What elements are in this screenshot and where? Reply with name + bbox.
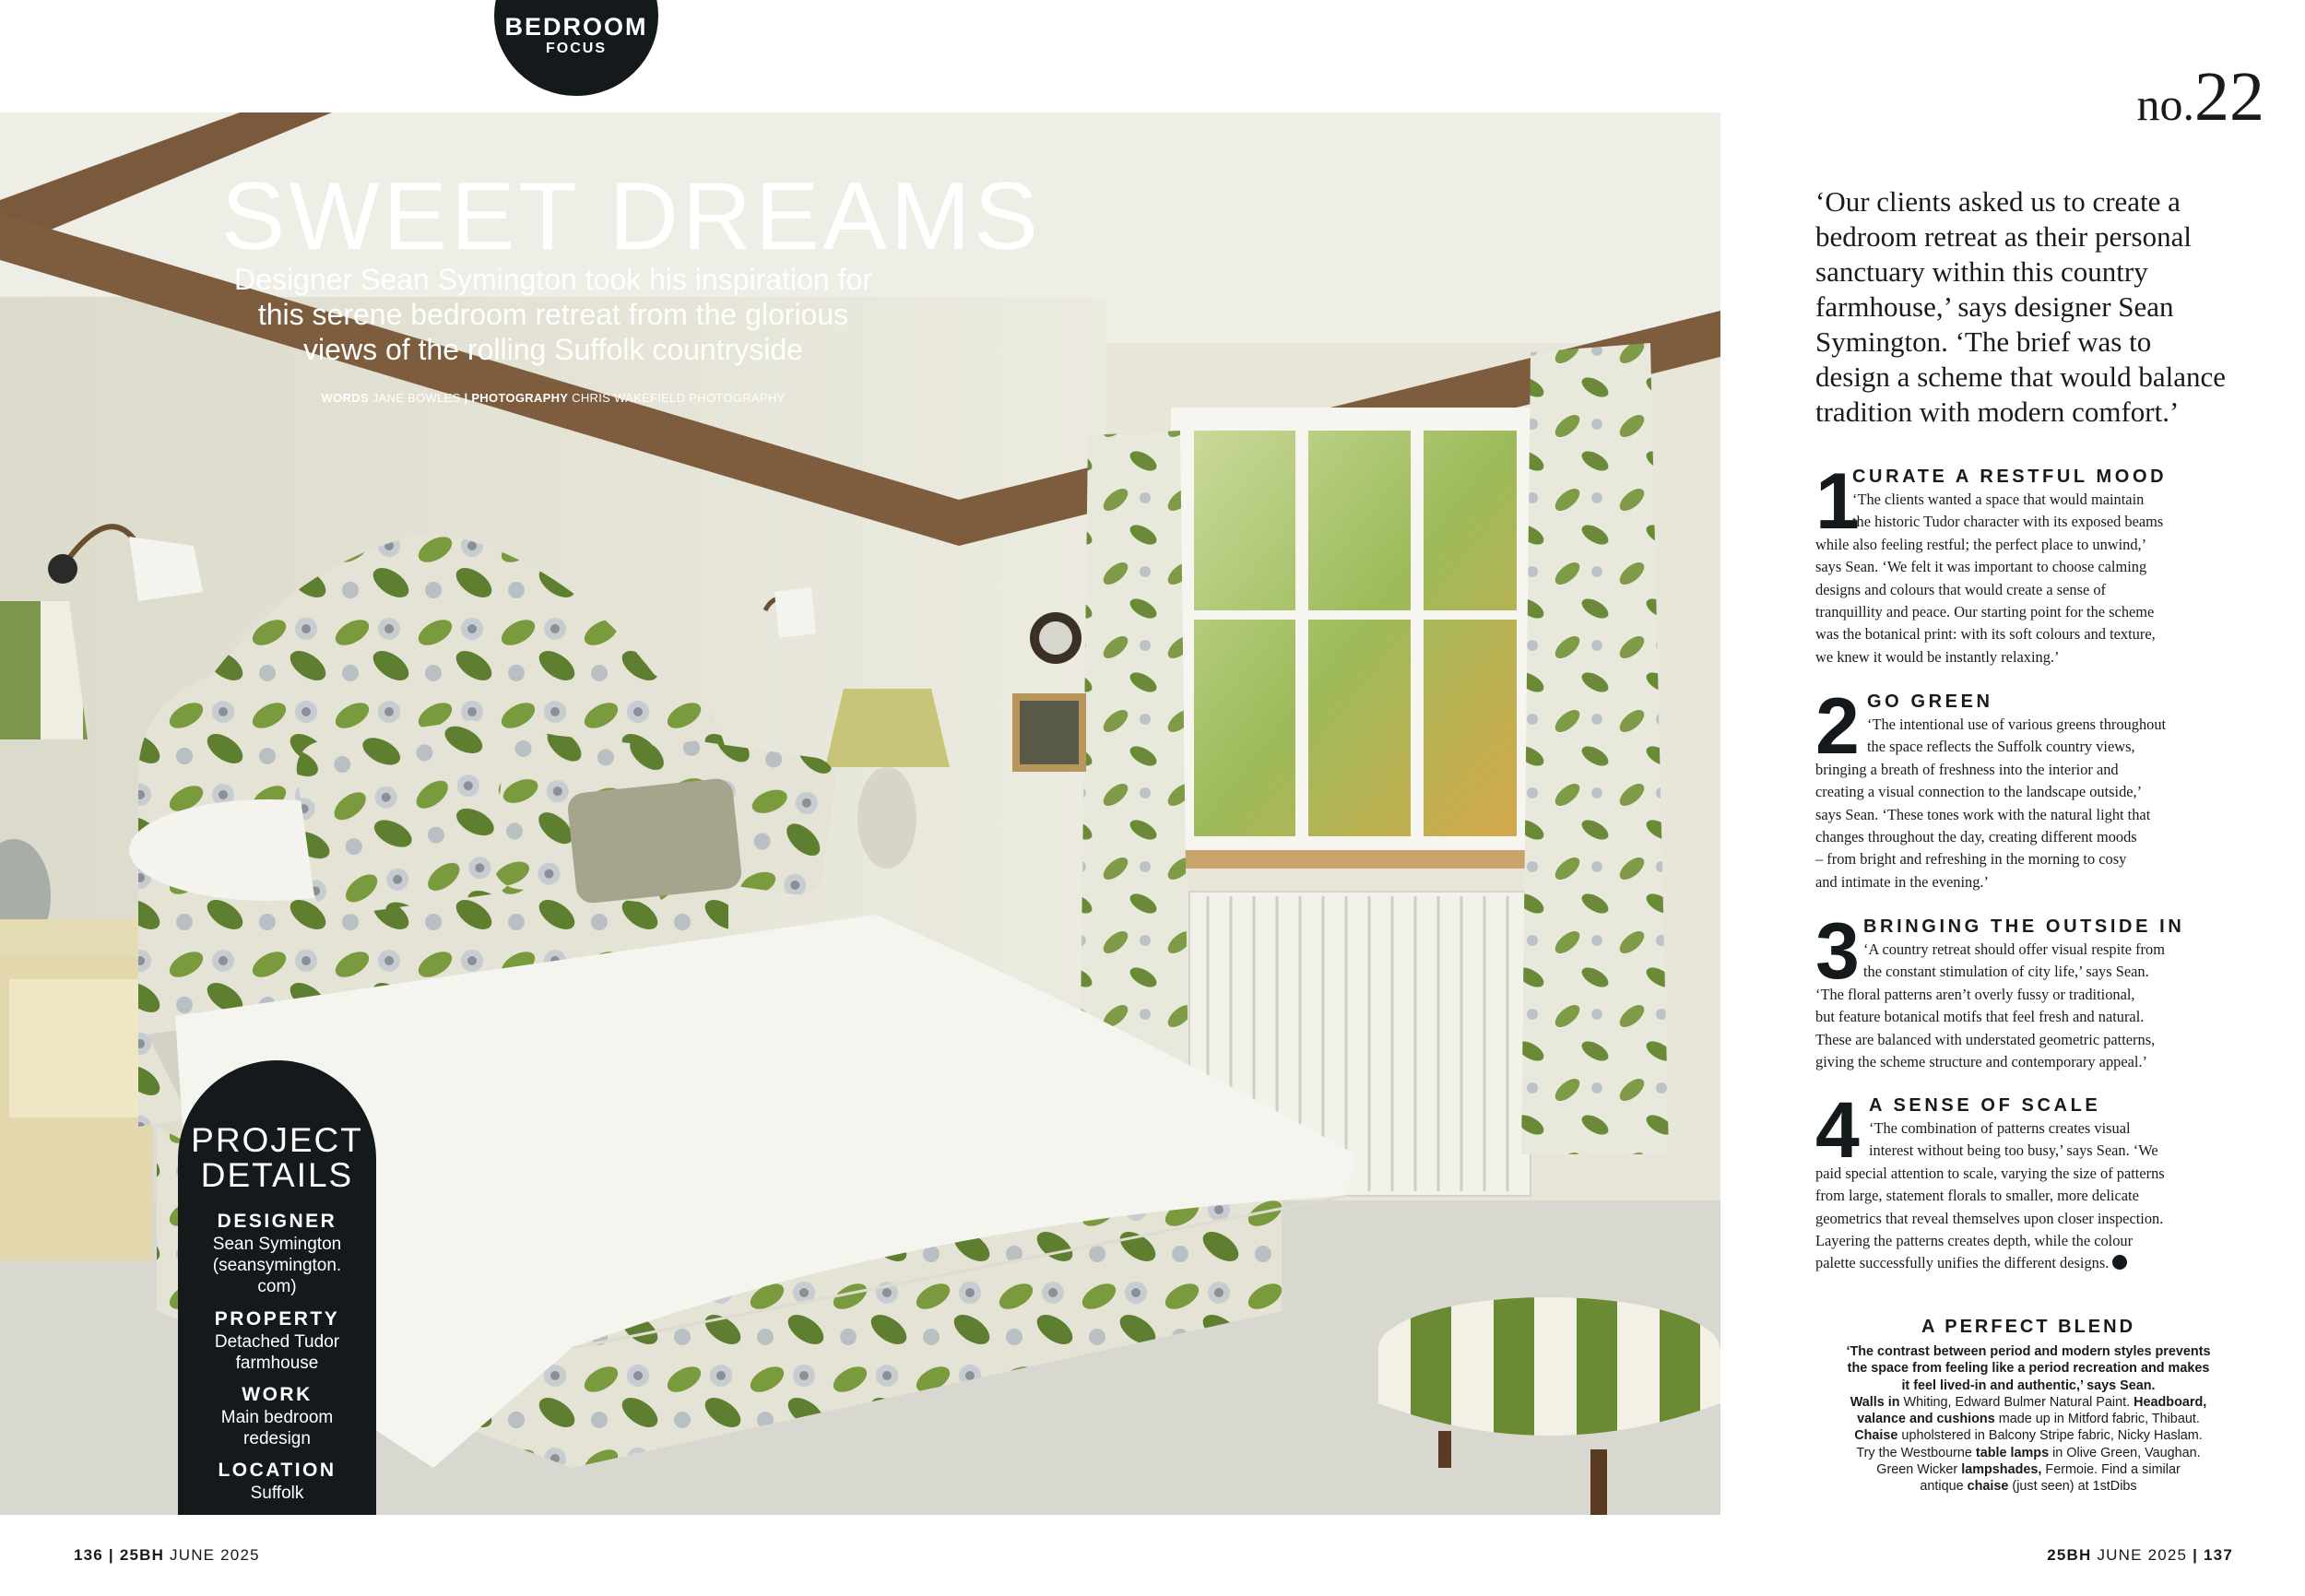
- blend-credit-text: Green Wicker: [1876, 1462, 1962, 1478]
- section-body: [1815, 1117, 2241, 1275]
- blend-credit-text: Whiting, Edward Bulmer Natural Paint.: [1899, 1394, 2134, 1410]
- body-line: paid special attention to scale, varying the size of patterns: [1815, 1164, 2165, 1182]
- footer-separator: |: [108, 1546, 114, 1564]
- section-title: GO GREEN: [1867, 692, 1993, 712]
- footer-issue: JUNE 2025: [2097, 1546, 2188, 1564]
- photo-label: PHOTOGRAPHY: [471, 391, 569, 405]
- body-line: giving the scheme structure and contemporary appeal.’: [1815, 1053, 2148, 1071]
- blend-credit-line: [1815, 1427, 2241, 1444]
- footer-page-number: 136: [74, 1546, 103, 1564]
- feature-number: [2137, 57, 2265, 137]
- body-line: while also feeling restful; the perfect place to unwind,’: [1815, 535, 2147, 553]
- project-details-panel: [178, 1060, 376, 1515]
- lead-line: farmhouse,’ says designer Sean: [1815, 290, 2174, 323]
- body-line: interest without being too busy,’ says Sean. ‘We: [1869, 1141, 2158, 1160]
- body-line: Layering the patterns creates depth, while the colour: [1815, 1232, 2134, 1250]
- blend-credit-line: [1815, 1461, 2241, 1478]
- blend-credit-line: [1815, 1445, 2241, 1461]
- location-group: [178, 1459, 376, 1504]
- blend-credit-text: made up in Mitford fabric, Thibaut.: [1994, 1412, 2200, 1427]
- footer-right: [2047, 1546, 2233, 1565]
- lead-line: bedroom retreat as their personal: [1815, 220, 2192, 253]
- body-line: the constant stimulation of city life,’ says Sean.: [1863, 963, 2149, 981]
- property-label: PROPERTY: [214, 1308, 340, 1330]
- designer-value: Sean Symington: [212, 1235, 342, 1254]
- body-line: ‘A country retreat should offer visual respite from: [1863, 940, 2165, 958]
- body-line: ‘The combination of patterns creates visual: [1869, 1119, 2131, 1137]
- end-mark-icon: [2112, 1255, 2127, 1270]
- blend-title: A PERFECT BLEND: [1921, 1317, 2136, 1337]
- blend-credit-text: in Olive Green, Vaughan.: [2049, 1445, 2201, 1460]
- lead-line: ‘Our clients asked us to create a: [1815, 185, 2181, 218]
- body-line: designs and colours that would create a sense of: [1815, 580, 2106, 598]
- blend-credit-bold: Walls in: [1850, 1394, 1900, 1410]
- headline: SWEET DREAMS: [221, 163, 1042, 270]
- section-title: A SENSE OF SCALE: [1869, 1095, 2101, 1116]
- section-numeral: 1: [1815, 457, 1860, 546]
- badge-line-1: BEDROOM: [504, 13, 648, 41]
- blend-credit-line: [1815, 1394, 2241, 1411]
- project-title-line-1: PROJECT: [191, 1121, 363, 1159]
- blend-credit-bold: table lamps: [1975, 1445, 2050, 1460]
- body-line: was the botanical print: with its soft colours and texture,: [1815, 625, 2156, 644]
- badge-line-2: FOCUS: [546, 41, 607, 56]
- photo-name: CHRIS WAKEFIELD PHOTOGRAPHY: [572, 391, 786, 405]
- blend-credits: [1815, 1394, 2241, 1496]
- blend-quote-line: it feel lived-in and authentic,’ says Sean.: [1901, 1377, 2156, 1393]
- section-numeral: 3: [1815, 907, 1860, 996]
- body-line: bringing a breath of freshness into the interior and: [1815, 760, 2119, 778]
- designer-value: com): [257, 1277, 297, 1296]
- section-badge: [494, 0, 658, 96]
- body-line: we knew it would be instantly relaxing.’: [1815, 647, 2060, 666]
- location-value: Suffolk: [250, 1484, 304, 1503]
- body-line: These are balanced with understated geometric patterns,: [1815, 1030, 2156, 1048]
- property-value: Detached Tudor: [214, 1332, 340, 1352]
- body-line: and intimate in the evening.’: [1815, 872, 1989, 891]
- blend-credit-bold: Chaise: [1854, 1428, 1898, 1444]
- blend-quote-line: the space from feeling like a period recreation and makes: [1847, 1361, 2210, 1377]
- blend-credit-bold: lampshades,: [1961, 1462, 2042, 1478]
- section-title: BRINGING THE OUTSIDE IN: [1863, 916, 2185, 937]
- body-line: from large, statement florals to smaller, more delicate: [1815, 1187, 2139, 1205]
- section-numeral: 4: [1815, 1086, 1860, 1175]
- blend-credit-bold: Headboard,: [2134, 1394, 2207, 1410]
- property-value: farmhouse: [235, 1354, 319, 1373]
- footer-separator: |: [2193, 1546, 2199, 1564]
- work-value: Main bedroom: [220, 1408, 334, 1427]
- footer-issue: JUNE 2025: [170, 1546, 260, 1564]
- footer-left: [74, 1546, 260, 1565]
- body-line: but feature botanical motifs that feel fresh and natural.: [1815, 1008, 2145, 1026]
- blend-credit-bold: chaise: [1967, 1479, 2009, 1495]
- standfirst-line: views of the rolling Suffolk countryside: [303, 333, 803, 366]
- footer-brand: 25BH: [119, 1546, 165, 1564]
- designer-value: (seansymington.: [212, 1256, 342, 1275]
- body-line: ‘The clients wanted a space that would maintain: [1852, 491, 2145, 508]
- body-line: says Sean. ‘We felt it was important to choose calming: [1815, 558, 2147, 576]
- feature-number-value: 22: [2194, 58, 2264, 136]
- blend-quote-line: ‘The contrast between period and modern styles prevents: [1846, 1344, 2211, 1359]
- body-line-text: palette successfully unifies the different designs.: [1815, 1254, 2110, 1272]
- work-value: redesign: [243, 1429, 311, 1448]
- designer-label: DESIGNER: [217, 1211, 337, 1232]
- blend-credit-text: antique: [1920, 1479, 1968, 1495]
- section-numeral: 2: [1815, 682, 1860, 771]
- credits: [230, 391, 876, 405]
- blend-credit-line: [1815, 1478, 2241, 1495]
- blend-body: [1815, 1343, 2241, 1496]
- body-line: tranquillity and peace. Our starting point for the scheme: [1815, 603, 2155, 621]
- standfirst-line: Designer Sean Symington took his inspiration for: [234, 263, 872, 296]
- body-line: geometrics that reveal themselves upon closer inspection.: [1815, 1209, 2164, 1227]
- standfirst-line: this serene bedroom retreat from the glorious: [257, 298, 849, 331]
- blend-credit-text: Fermoie. Find a similar: [2041, 1462, 2181, 1478]
- body-line: creating a visual connection to the landscape outside,’: [1815, 783, 2143, 801]
- blend-credit-bold: valance and cushions: [1857, 1412, 1995, 1427]
- feature-number-prefix: no.: [2136, 78, 2194, 130]
- work-label: WORK: [242, 1384, 313, 1405]
- standfirst: [230, 262, 876, 367]
- lead-line: sanctuary within this country: [1815, 255, 2148, 288]
- credits-separator: |: [464, 391, 468, 405]
- blend-credit-text: (just seen) at 1stDibs: [2008, 1479, 2137, 1495]
- blend-credit-line: [1815, 1411, 2241, 1427]
- lead-line: design a scheme that would balance: [1815, 361, 2227, 393]
- body-line: – from bright and refreshing in the morning to cosy: [1815, 850, 2127, 869]
- section-body: [1815, 714, 2241, 893]
- body-line: ‘The intentional use of various greens throughout: [1867, 715, 2167, 733]
- footer-page-number: 137: [2204, 1546, 2233, 1564]
- property-group: [178, 1307, 376, 1374]
- work-group: [178, 1383, 376, 1449]
- body-line: [1815, 1252, 2241, 1274]
- perfect-blend-box: [1815, 1317, 2241, 1496]
- lead-line: tradition with modern comfort.’: [1815, 396, 2180, 428]
- body-line: ‘The floral patterns aren’t overly fussy or traditional,: [1815, 985, 2135, 1003]
- footer-brand: 25BH: [2047, 1546, 2092, 1564]
- body-line: the historic Tudor character with its exposed beams: [1852, 513, 2164, 531]
- body-line: the space reflects the Suffolk country views,: [1867, 738, 2135, 756]
- lead-paragraph: [1815, 184, 2258, 430]
- words-label: WORDS: [321, 391, 369, 405]
- body-line: changes throughout the day, creating different moods: [1815, 828, 2137, 846]
- words-name: JANE BOWLES: [372, 391, 461, 405]
- lead-line: Symington. ‘The brief was to: [1815, 325, 2152, 358]
- designer-group: [178, 1210, 376, 1297]
- section-title: CURATE A RESTFUL MOOD: [1852, 467, 2168, 487]
- blend-credit-text: Try the Westbourne: [1856, 1445, 1976, 1460]
- blend-credit-text: upholstered in Balcony Stripe fabric, Nicky Haslam.: [1897, 1428, 2203, 1444]
- location-label: LOCATION: [218, 1460, 337, 1481]
- body-line: says Sean. ‘These tones work with the natural light that: [1815, 805, 2151, 823]
- project-title-line-2: DETAILS: [200, 1156, 354, 1194]
- section-body: [1815, 939, 2241, 1073]
- project-details-title: [178, 1123, 376, 1193]
- section-body: [1815, 489, 2241, 668]
